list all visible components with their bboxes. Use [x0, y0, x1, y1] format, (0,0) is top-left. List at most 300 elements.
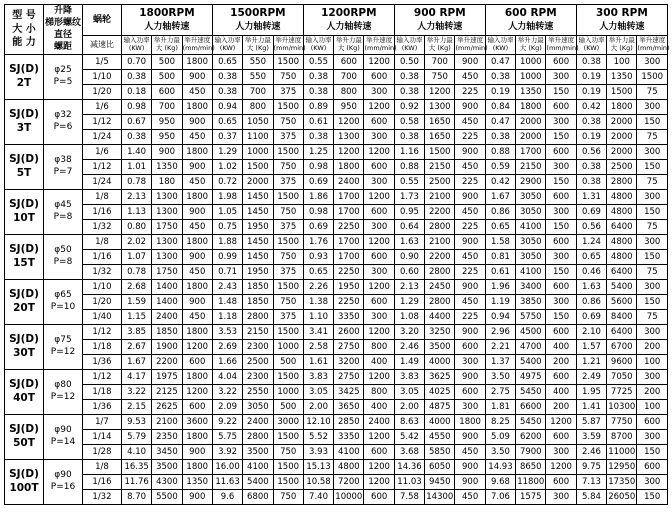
table-row	[5, 474, 668, 489]
value-cell: 8.70	[121, 489, 151, 504]
value-cell: 2.13	[394, 279, 424, 294]
value-cell: 0.38	[303, 69, 333, 84]
value-cell: 3350	[334, 309, 364, 324]
value-cell: 150	[637, 114, 668, 129]
value-cell: 600	[546, 234, 576, 249]
value-cell: 300	[546, 69, 576, 84]
value-cell: 2.46	[576, 444, 606, 459]
value-cell: 300	[546, 249, 576, 264]
value-cell: 2400	[152, 309, 182, 324]
value-cell: 450	[455, 159, 485, 174]
value-cell: 1200	[334, 144, 364, 159]
value-cell: 1700	[334, 234, 364, 249]
ratio-cell: 1/20	[82, 294, 121, 309]
subhead-power-5: 输入功率 (KW)	[485, 35, 515, 54]
value-cell: 0.42	[485, 174, 515, 189]
value-cell: 150	[546, 174, 576, 189]
value-cell: 0.69	[576, 204, 606, 219]
value-cell: 4875	[425, 399, 455, 414]
value-cell: 5600	[607, 294, 637, 309]
value-cell: 5.09	[485, 429, 515, 444]
table-row	[5, 219, 668, 234]
value-cell: 200	[637, 339, 668, 354]
value-cell: 900	[455, 324, 485, 339]
ratio-cell: 1/32	[82, 264, 121, 279]
value-cell: 1800	[455, 414, 485, 429]
value-cell: 5400	[243, 474, 273, 489]
value-cell: 3.93	[303, 444, 333, 459]
value-cell: 150	[637, 444, 668, 459]
value-cell: 300	[455, 354, 485, 369]
value-cell: 1.81	[485, 399, 515, 414]
value-cell: 3.50	[485, 444, 515, 459]
value-cell: 2150	[243, 324, 273, 339]
value-cell: 0.80	[121, 219, 151, 234]
value-cell: 1500	[425, 144, 455, 159]
value-cell: 400	[546, 339, 576, 354]
value-cell: 7.06	[485, 489, 515, 504]
value-cell: 6050	[425, 459, 455, 474]
value-cell: 7200	[334, 474, 364, 489]
value-cell: 3.53	[212, 324, 242, 339]
value-cell: 0.18	[121, 84, 151, 99]
value-cell: 1750	[152, 219, 182, 234]
model-cell	[5, 414, 44, 459]
screw-line: P=10	[50, 301, 76, 312]
value-cell: 550	[243, 54, 273, 69]
value-cell: 1200	[364, 144, 394, 159]
screw-cell	[43, 99, 82, 144]
header-model-line3: 能 力	[12, 37, 36, 49]
header-model-line2: 大 小	[12, 23, 36, 35]
ratio-cell: 1/32	[82, 219, 121, 234]
value-cell: 4975	[516, 369, 546, 384]
value-cell: 0.98	[121, 99, 151, 114]
value-cell: 2125	[152, 384, 182, 399]
table-row	[5, 144, 668, 159]
model-cell	[5, 279, 44, 324]
screw-cell	[43, 54, 82, 99]
value-cell: 1800	[182, 369, 212, 384]
header-speed-300-sub: 人力轴转速	[599, 22, 645, 33]
model-cell	[5, 369, 44, 414]
value-cell: 600	[546, 189, 576, 204]
value-cell: 2.49	[576, 369, 606, 384]
value-cell: 150	[546, 264, 576, 279]
header-worm: 蜗轮	[82, 5, 121, 36]
value-cell: 7.40	[303, 489, 333, 504]
value-cell: 2.26	[303, 279, 333, 294]
value-cell: 2150	[425, 159, 455, 174]
value-cell: 300	[637, 234, 668, 249]
value-cell: 0.65	[212, 114, 242, 129]
ratio-cell: 1/6	[82, 99, 121, 114]
value-cell: 0.38	[576, 159, 606, 174]
value-cell: 3350	[334, 429, 364, 444]
value-cell: 1750	[152, 264, 182, 279]
header-speed-1800-sub: 人力轴转速	[144, 22, 190, 33]
value-cell: 600	[546, 474, 576, 489]
value-cell: 0.86	[485, 204, 515, 219]
value-cell: 150	[546, 219, 576, 234]
value-cell: 2550	[243, 384, 273, 399]
value-cell: 7750	[607, 414, 637, 429]
header-speed-1500	[212, 5, 303, 36]
value-cell: 1400	[152, 294, 182, 309]
value-cell: 0.19	[485, 84, 515, 99]
value-cell: 3.85	[121, 324, 151, 339]
value-cell: 375	[273, 129, 303, 144]
value-cell: 1300	[152, 249, 182, 264]
value-cell: 1500	[273, 429, 303, 444]
value-cell: 950	[334, 99, 364, 114]
value-cell: 3050	[516, 189, 546, 204]
value-cell: 1.29	[394, 294, 424, 309]
value-cell: 3250	[425, 324, 455, 339]
value-cell: 1.57	[576, 339, 606, 354]
screw-line: φ80	[54, 379, 72, 390]
header-speed-900-sub: 人力轴转速	[417, 22, 463, 33]
ratio-cell: 1/18	[82, 339, 121, 354]
value-cell: 4000	[425, 414, 455, 429]
value-cell: 375	[273, 309, 303, 324]
value-cell: 7.58	[394, 489, 424, 504]
value-cell: 75	[637, 309, 668, 324]
value-cell: 2.75	[485, 384, 515, 399]
ratio-cell: 1/8	[82, 459, 121, 474]
model-cell	[5, 459, 44, 504]
value-cell: 2250	[334, 294, 364, 309]
model-line: 2T	[16, 76, 32, 89]
value-cell: 500	[273, 354, 303, 369]
value-cell: 0.75	[212, 219, 242, 234]
value-cell: 1.02	[212, 159, 242, 174]
model-line: SJ(D)	[9, 288, 39, 301]
value-cell: 1575	[516, 489, 546, 504]
value-cell: 6400	[607, 264, 637, 279]
value-cell: 900	[455, 144, 485, 159]
value-cell: 0.19	[576, 69, 606, 84]
value-cell: 1.67	[485, 189, 515, 204]
model-cell	[5, 144, 44, 189]
value-cell: 0.64	[394, 219, 424, 234]
value-cell: 2800	[425, 294, 455, 309]
value-cell: 0.38	[576, 114, 606, 129]
value-cell: 1800	[182, 144, 212, 159]
value-cell: 0.95	[394, 204, 424, 219]
value-cell: 5450	[516, 384, 546, 399]
value-cell: 7050	[607, 369, 637, 384]
value-cell: 3.59	[576, 429, 606, 444]
value-cell: 600	[546, 54, 576, 69]
value-cell: 300	[637, 189, 668, 204]
value-cell: 2100	[425, 189, 455, 204]
value-cell: 1975	[152, 369, 182, 384]
value-cell: 2000	[607, 114, 637, 129]
value-cell: 2300	[243, 339, 273, 354]
header-speed-600-title: 600 RPM	[504, 7, 557, 20]
value-cell: 1.40	[121, 144, 151, 159]
value-cell: 1.01	[121, 159, 151, 174]
value-cell: 2850	[334, 414, 364, 429]
screw-line: φ32	[54, 109, 72, 120]
value-cell: 0.46	[576, 264, 606, 279]
value-cell: 1800	[182, 234, 212, 249]
value-cell: 75	[637, 264, 668, 279]
value-cell: 2.58	[303, 339, 333, 354]
header-speed-1200-title: 1200RPM	[321, 7, 377, 20]
value-cell: 0.38	[303, 84, 333, 99]
value-cell: 0.69	[303, 174, 333, 189]
value-cell: 2.96	[485, 324, 515, 339]
value-cell: 1.18	[212, 309, 242, 324]
value-cell: 3500	[152, 459, 182, 474]
value-cell: 0.38	[121, 129, 151, 144]
screw-cell	[43, 324, 82, 369]
ratio-cell: 1/16	[82, 474, 121, 489]
screw-line: φ38	[54, 154, 72, 165]
header-lift-screw	[43, 5, 82, 55]
value-cell: 1500	[607, 84, 637, 99]
value-cell: 900	[152, 144, 182, 159]
value-cell: 900	[455, 54, 485, 69]
value-cell: 0.38	[121, 69, 151, 84]
value-cell: 700	[425, 54, 455, 69]
value-cell: 800	[364, 339, 394, 354]
value-cell: 0.67	[121, 114, 151, 129]
value-cell: 0.98	[303, 159, 333, 174]
subhead-load-5: 举升力最大 (Kg)	[516, 35, 546, 54]
table-row	[5, 114, 668, 129]
value-cell: 3200	[334, 354, 364, 369]
value-cell: 300	[364, 84, 394, 99]
value-cell: 1500	[273, 144, 303, 159]
value-cell: 2500	[243, 354, 273, 369]
value-cell: 1200	[364, 54, 394, 69]
ratio-cell: 1/12	[82, 369, 121, 384]
value-cell: 5400	[607, 279, 637, 294]
header-row-main	[5, 5, 668, 36]
ratio-cell: 1/12	[82, 324, 121, 339]
ratio-cell: 1/28	[82, 444, 121, 459]
value-cell: 0.78	[121, 174, 151, 189]
value-cell: 600	[546, 279, 576, 294]
value-cell: 500	[152, 54, 182, 69]
model-line: 5T	[16, 166, 32, 179]
value-cell: 4800	[607, 189, 637, 204]
value-cell: 2100	[425, 234, 455, 249]
model-line: 3T	[16, 121, 32, 134]
table-row	[5, 309, 668, 324]
value-cell: 2000	[607, 144, 637, 159]
value-cell: 750	[273, 69, 303, 84]
value-cell: 0.90	[394, 249, 424, 264]
value-cell: 1.67	[121, 354, 151, 369]
value-cell: 1.86	[303, 189, 333, 204]
value-cell: 150	[637, 159, 668, 174]
screw-cell	[43, 414, 82, 459]
value-cell: 300	[546, 204, 576, 219]
value-cell: 225	[455, 84, 485, 99]
ratio-cell: 1/20	[82, 84, 121, 99]
model-cell	[5, 234, 44, 279]
table-row	[5, 54, 668, 69]
model-line: SJ(D)	[9, 108, 39, 121]
value-cell: 2625	[152, 399, 182, 414]
value-cell: 3650	[334, 399, 364, 414]
value-cell: 1200	[364, 324, 394, 339]
model-line: 100T	[9, 481, 39, 494]
value-cell: 10000	[334, 489, 364, 504]
value-cell: 3.20	[394, 324, 424, 339]
value-cell: 400	[364, 399, 394, 414]
table-row	[5, 399, 668, 414]
value-cell: 1.73	[394, 189, 424, 204]
value-cell: 1850	[152, 324, 182, 339]
value-cell: 4.10	[121, 444, 151, 459]
subhead-speed-4: 举升速度 (mm/min)	[455, 35, 485, 54]
screw-cell	[43, 234, 82, 279]
subhead-speed-1: 举升速度 (mm/min)	[182, 35, 212, 54]
value-cell: 1800	[182, 99, 212, 114]
value-cell: 750	[273, 489, 303, 504]
value-cell: 600	[546, 369, 576, 384]
value-cell: 10300	[607, 399, 637, 414]
value-cell: 100	[637, 399, 668, 414]
model-cell	[5, 324, 44, 369]
value-cell: 0.19	[576, 129, 606, 144]
value-cell: 0.37	[212, 129, 242, 144]
value-cell: 3425	[334, 384, 364, 399]
value-cell: 75	[637, 84, 668, 99]
value-cell: 0.71	[212, 264, 242, 279]
value-cell: 800	[334, 84, 364, 99]
value-cell: 1500	[273, 54, 303, 69]
value-cell: 3.22	[121, 384, 151, 399]
screw-line: φ75	[54, 334, 72, 345]
value-cell: 9.68	[485, 474, 515, 489]
header-speed-600-sub: 人力轴转速	[508, 22, 554, 33]
value-cell: 1950	[243, 219, 273, 234]
value-cell: 1950	[334, 279, 364, 294]
table-row	[5, 294, 668, 309]
value-cell: 1.38	[303, 294, 333, 309]
value-cell: 0.61	[303, 114, 333, 129]
value-cell: 2.15	[121, 399, 151, 414]
value-cell: 3.22	[212, 384, 242, 399]
value-cell: 2000	[516, 129, 546, 144]
value-cell: 1.63	[576, 279, 606, 294]
value-cell: 1500	[273, 234, 303, 249]
value-cell: 2.68	[121, 279, 151, 294]
value-cell: 11.63	[212, 474, 242, 489]
value-cell: 1800	[334, 159, 364, 174]
table-row	[5, 444, 668, 459]
value-cell: 2500	[425, 174, 455, 189]
model-cell	[5, 99, 44, 144]
value-cell: 3050	[516, 249, 546, 264]
value-cell: 600	[546, 144, 576, 159]
value-cell: 0.42	[576, 99, 606, 114]
screw-cell	[43, 189, 82, 234]
value-cell: 4100	[516, 264, 546, 279]
value-cell: 4800	[607, 234, 637, 249]
value-cell: 4700	[516, 339, 546, 354]
value-cell: 3050	[516, 234, 546, 249]
table-row	[5, 129, 668, 144]
subhead-speed-2: 举升速度 (mm/min)	[273, 35, 303, 54]
value-cell: 1200	[364, 474, 394, 489]
value-cell: 15.13	[303, 459, 333, 474]
value-cell: 1.88	[212, 234, 242, 249]
value-cell: 1500	[243, 159, 273, 174]
value-cell: 2200	[425, 249, 455, 264]
value-cell: 1000	[243, 144, 273, 159]
ratio-cell: 1/18	[82, 384, 121, 399]
value-cell: 0.99	[212, 249, 242, 264]
value-cell: 1700	[334, 249, 364, 264]
value-cell: 75	[637, 129, 668, 144]
value-cell: 1400	[152, 279, 182, 294]
value-cell: 200	[546, 399, 576, 414]
value-cell: 2300	[243, 369, 273, 384]
value-cell: 1200	[546, 414, 576, 429]
value-cell: 3.68	[394, 444, 424, 459]
value-cell: 300	[637, 279, 668, 294]
screw-line: P=5	[53, 76, 73, 87]
value-cell: 1350	[182, 474, 212, 489]
value-cell: 14.93	[485, 459, 515, 474]
model-line: 15T	[13, 256, 35, 269]
value-cell: 0.38	[212, 84, 242, 99]
value-cell: 0.38	[394, 129, 424, 144]
value-cell: 5.79	[121, 429, 151, 444]
value-cell: 150	[637, 204, 668, 219]
value-cell: 1.37	[485, 354, 515, 369]
table-row	[5, 339, 668, 354]
table-row	[5, 234, 668, 249]
value-cell: 600	[364, 294, 394, 309]
value-cell: 200	[637, 384, 668, 399]
value-cell: 0.88	[485, 144, 515, 159]
value-cell: 6600	[516, 399, 546, 414]
value-cell: 0.38	[212, 69, 242, 84]
header-model	[5, 5, 44, 55]
value-cell: 150	[637, 249, 668, 264]
value-cell: 2.67	[121, 339, 151, 354]
value-cell: 375	[273, 219, 303, 234]
value-cell: 1.98	[212, 189, 242, 204]
value-cell: 600	[364, 204, 394, 219]
model-line: 30T	[13, 346, 35, 359]
value-cell: 1450	[243, 189, 273, 204]
value-cell: 900	[182, 489, 212, 504]
header-lift-line3: 直径	[53, 30, 72, 41]
value-cell: 1.48	[212, 294, 242, 309]
value-cell: 8400	[607, 309, 637, 324]
value-cell: 3050	[243, 399, 273, 414]
value-cell: 1200	[364, 429, 394, 444]
value-cell: 1.05	[212, 204, 242, 219]
value-cell: 1.10	[303, 309, 333, 324]
value-cell: 1500	[273, 459, 303, 474]
value-cell: 1500	[273, 369, 303, 384]
value-cell: 11800	[516, 474, 546, 489]
ratio-cell: 1/12	[82, 159, 121, 174]
value-cell: 2800	[425, 264, 455, 279]
value-cell: 750	[273, 159, 303, 174]
value-cell: 375	[273, 174, 303, 189]
